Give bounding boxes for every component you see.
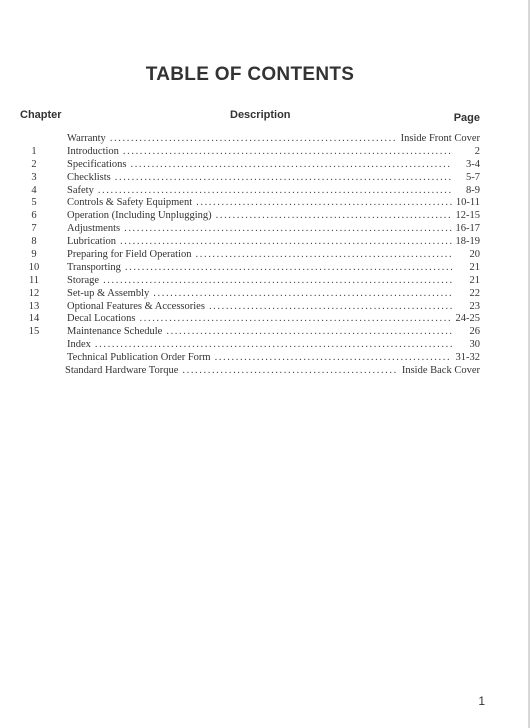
dot-leader [196, 197, 452, 210]
page-number: 1 [478, 694, 485, 708]
toc-page-ref: 30 [469, 339, 480, 351]
toc-chapter-number: 12 [28, 287, 40, 299]
dot-leader [120, 236, 452, 249]
dot-leader [130, 159, 452, 172]
dot-leader [166, 326, 452, 339]
dot-leader [98, 185, 452, 198]
page-column-header: Page [453, 112, 480, 124]
toc-row [20, 146, 480, 159]
toc-row [20, 210, 480, 223]
dot-leader [196, 249, 452, 262]
toc-row [20, 249, 480, 262]
toc-chapter-number: 2 [31, 158, 37, 170]
toc-row [20, 185, 480, 198]
dot-leader [103, 275, 452, 288]
toc-chapter-number: 13 [28, 300, 40, 312]
toc-entry-title: Introduction [67, 145, 119, 157]
dot-leader [123, 146, 452, 159]
dot-leader [215, 352, 452, 365]
toc-page-ref: Inside Front Cover [400, 133, 480, 144]
toc-entry-title: Index [67, 339, 91, 351]
chapter-column-header: Chapter [20, 109, 62, 121]
dot-leader [182, 365, 397, 378]
toc-page-ref: Inside Back Cover [401, 365, 480, 377]
toc-page-ref: 26 [469, 326, 480, 338]
page-title: TABLE OF CONTENTS [145, 64, 355, 85]
toc-chapter-number: 7 [31, 223, 37, 235]
toc-entry-title: Maintenance Schedule [67, 326, 163, 338]
toc-row [20, 301, 480, 314]
toc-chapter-number: 1 [31, 145, 37, 157]
dot-leader [110, 133, 397, 146]
toc-entry-title: Lubrication [67, 236, 116, 248]
dot-leader [140, 313, 452, 326]
toc-entry-title: Controls & Safety Equipment [67, 197, 193, 209]
toc-chapter-number: 6 [31, 210, 37, 222]
toc-entry-title: Preparing for Field Operation [67, 249, 192, 261]
toc-page-ref: 10-11 [455, 197, 480, 209]
toc-row [20, 326, 480, 339]
toc-page-ref: 24-25 [455, 313, 480, 325]
toc-row [20, 159, 480, 172]
toc-entry-title: Checklists [67, 171, 111, 183]
toc-page-ref: 2 [474, 145, 480, 157]
toc-chapter-number: 8 [31, 236, 37, 248]
description-column-header: Description [230, 109, 291, 121]
toc-entry-title: Adjustments [67, 223, 121, 235]
toc-chapter-number: 14 [28, 313, 40, 325]
toc-entry-title: Safety [67, 184, 94, 196]
toc-page-ref: 31-32 [455, 352, 480, 364]
toc-row [20, 313, 480, 326]
toc-row [20, 352, 480, 365]
toc-row [20, 275, 480, 288]
toc-entry-title: Set-up & Assembly [67, 287, 150, 299]
toc-page-ref: 12-15 [455, 210, 480, 222]
toc-page-ref: 18-19 [455, 236, 480, 248]
toc-page-ref: 20 [469, 249, 480, 261]
dot-leader [115, 172, 452, 185]
dot-leader [124, 223, 451, 236]
toc-row [20, 262, 480, 275]
toc-entry-title: Storage [67, 274, 100, 286]
toc-page-ref: 3-4 [466, 158, 480, 170]
toc-row [20, 133, 480, 146]
toc-row [20, 236, 480, 249]
toc-entry-title: Technical Publication Order Form [67, 352, 211, 364]
toc-entry-title: Decal Locations [67, 313, 136, 325]
toc-entry-title: Transporting [67, 261, 121, 273]
toc-page-ref: 23 [469, 300, 480, 312]
toc-chapter-number: 15 [28, 326, 40, 338]
dot-leader [125, 262, 452, 275]
toc-row [20, 223, 480, 236]
dot-leader [216, 210, 452, 223]
toc-entry-title: Standard Hardware Torque [65, 365, 179, 377]
toc-chapter-number: 9 [31, 249, 37, 261]
toc-page-ref: 8-9 [466, 184, 480, 196]
toc-page-ref: 16-17 [455, 223, 480, 235]
toc-entry-title: Optional Features & Accessories [67, 300, 205, 312]
toc-row [20, 288, 480, 301]
toc-entry-title: Specifications [67, 158, 127, 170]
toc-chapter-number: 10 [28, 261, 40, 273]
toc-page-ref: 21 [469, 274, 480, 286]
toc-page-ref: 22 [469, 287, 480, 299]
toc-list [20, 133, 480, 378]
toc-row [20, 339, 480, 352]
dot-leader [95, 339, 452, 352]
toc-chapter-number: 5 [31, 197, 37, 209]
toc-chapter-number: 4 [31, 184, 37, 196]
toc-page-ref: 5-7 [466, 171, 480, 183]
toc-entry-title: Warranty [67, 133, 106, 144]
toc-chapter-number: 3 [31, 171, 37, 183]
toc-chapter-number: 11 [28, 274, 40, 286]
toc-page-ref: 21 [469, 261, 480, 273]
toc-row [20, 172, 480, 185]
toc-row [20, 197, 480, 210]
toc-entry-title: Operation (Including Unplugging) [67, 210, 212, 222]
dot-leader [153, 288, 452, 301]
toc-row [20, 365, 480, 378]
dot-leader [209, 301, 452, 314]
